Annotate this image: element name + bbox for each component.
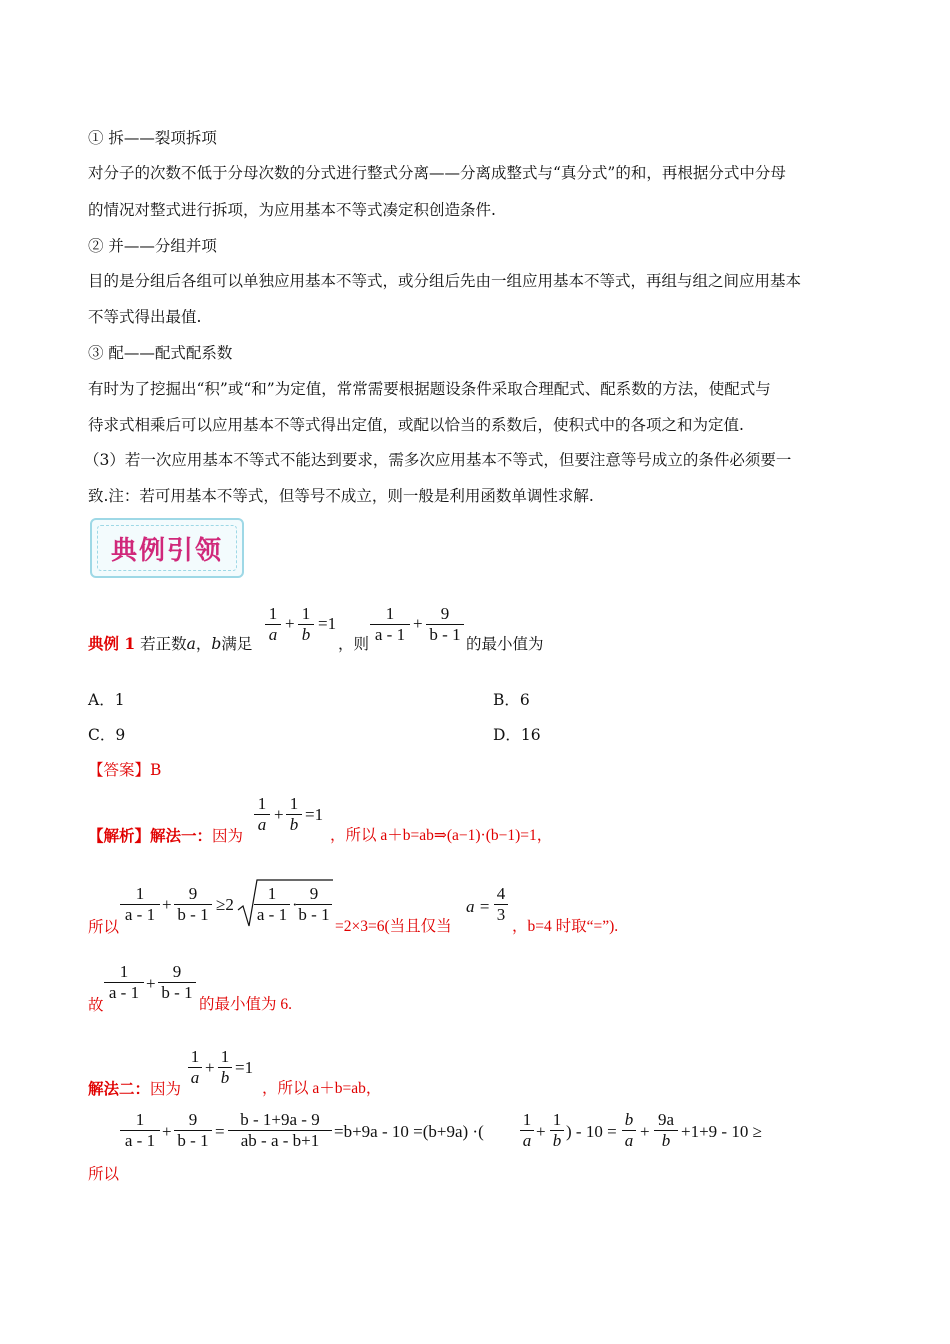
frac-1-over-a-1: $\frac{1}{a - 1}$ [120, 1110, 160, 1151]
frac-9-over-b-1: $\frac{9}{b - 1}$ [174, 1110, 212, 1151]
method2-so: ，所以 a＋b=ab， [262, 1080, 382, 1097]
method2-line [88, 1079, 181, 1099]
item1-text-2: 的情况对整式进行拆项，为应用基本不等式凑定积创造条件. [88, 201, 496, 219]
method2-label: 解法二： [88, 1079, 151, 1098]
item3-text-2: 待求式相乘后可以应用基本不等式得出定值，或配以恰当的系数后，使积式中的各项之和为定值. [88, 416, 744, 434]
tail-expression: +1+9 - 10 ≥ [681, 1122, 762, 1141]
close-expression: ) - 10 = [566, 1122, 617, 1141]
answer-value: B [150, 761, 162, 779]
frac-1-over-b: $\frac{1}{b}$ [286, 794, 302, 835]
frac-1-over-b: $\frac{1}{b}$ [218, 1047, 232, 1088]
geq-two: ≥2 [216, 895, 234, 914]
question-text-a: 若正数 [140, 635, 187, 653]
frac-combined: $\frac{b - 1+9a - 9}{ab - a - b+1}$ [228, 1110, 332, 1151]
item3-title: ③ 配——配式配系数 [88, 344, 233, 362]
frac-9-over-b-1: $\frac{9}{b - 1}$ [426, 604, 464, 645]
plus-sign: + [162, 895, 172, 914]
item4-text-1: （3）若一次应用基本不等式不能达到要求，需多次应用基本不等式，但要注意等号成立的条件必须要一 [84, 451, 792, 469]
so-label: 所以 [88, 918, 120, 936]
var-b: b [211, 635, 222, 653]
example-banner [90, 518, 244, 578]
frac-1-over-a-1: $\frac{1}{a - 1}$ [370, 604, 410, 645]
question-text-b: 满足 [221, 635, 253, 653]
equals-sign: = [215, 1122, 225, 1141]
method1-label: 解法一： [150, 826, 213, 845]
item4-text-2: 致.注：若可用基本不等式，但等号不成立，则一般是利用函数单调性求解. [88, 487, 594, 505]
frac-1-over-a-1: $\frac{1}{a - 1}$ [120, 884, 160, 925]
option-a: A．1 [88, 691, 125, 709]
frac-1-over-a: $\frac{1}{a}$ [265, 604, 281, 645]
answer-label: 【答案】 [88, 761, 151, 779]
frac-9-over-b-1-sqrt: $\frac{9}{b - 1}$ [296, 884, 332, 925]
because-text: 因为 [212, 827, 244, 845]
eq-text: =2×3=6(当且仅当 [335, 918, 452, 935]
middle-expression: =b+9a - 10 =(b+9a) ·( [334, 1122, 484, 1141]
analysis-label: 【解析】 [88, 826, 151, 845]
frac-1-over-a: $\frac{1}{a}$ [188, 1047, 202, 1088]
item2-text-2: 不等式得出最值. [88, 308, 202, 326]
min-text: 的最小值为 6. [199, 996, 293, 1013]
plus-sign: + [146, 974, 156, 993]
banner-title: 典例引领 [110, 536, 223, 566]
plus-sign: + [413, 614, 423, 633]
plus-sign: + [640, 1122, 650, 1141]
therefore-label: 故 [88, 996, 104, 1014]
frac-1-over-a: $\frac{1}{a}$ [254, 794, 270, 835]
item2-title: ② 并——分组并项 [88, 237, 217, 255]
frac-1-over-a-1: $\frac{1}{a - 1}$ [104, 962, 144, 1003]
option-b: B．6 [493, 691, 530, 709]
question-text-c: ，则 [338, 635, 370, 653]
example-label: 典例 1 [88, 634, 136, 653]
item1-title: ① 拆——裂项拆项 [88, 129, 217, 147]
equals-one: =1 [305, 805, 324, 824]
plus-sign: + [285, 614, 295, 633]
frac-1-over-b: $\frac{1}{b}$ [550, 1110, 564, 1151]
var-a: a [186, 635, 196, 653]
because2-text: 因为 [150, 1080, 182, 1098]
frac-9a-over-b: $\frac{9a}{b}$ [654, 1110, 678, 1151]
plus-sign: + [536, 1122, 546, 1141]
frac-9-over-b-1: $\frac{9}{b - 1}$ [158, 962, 196, 1003]
item3-text-1: 有时为了挖掘出“积”或“和”为定值，常常需要根据题设条件采取合理配式、配系数的方法，使配式与 [88, 380, 771, 398]
plus-sign: + [274, 805, 284, 824]
frac-b-over-a: $\frac{b}{a}$ [622, 1110, 636, 1151]
item2-text-1: 目的是分组后各组可以单独应用基本不等式，或分组后先由一组应用基本不等式，再组与组之间应用基本 [88, 272, 802, 290]
answer-line [88, 760, 161, 780]
plus-sign: + [205, 1058, 215, 1077]
eq-tail: ，b=4 时取“=”). [512, 918, 619, 935]
frac-1-over-b: $\frac{1}{b}$ [298, 604, 314, 645]
item1-text-1: 对分子的次数不低于分母次数的分式进行整式分离——分离成整式与“真分式”的和，再根据分式中分母 [88, 164, 786, 182]
a-equals: a = [466, 897, 491, 916]
frac-9-over-b-1: $\frac{9}{b - 1}$ [174, 884, 212, 925]
method1-so: ，所以 a＋b=ab⇒(a−1)·(b−1)=1， [330, 827, 553, 844]
analysis-line [88, 826, 243, 846]
so-label-2: 所以 [88, 1165, 120, 1183]
option-d: D．16 [493, 726, 541, 744]
comma: ， [195, 635, 212, 653]
option-c: C．9 [88, 726, 126, 744]
frac-1-over-a-1-sqrt: $\frac{1}{a - 1}$ [254, 884, 290, 925]
plus-sign: + [162, 1122, 172, 1141]
equals-one: =1 [235, 1058, 254, 1077]
dot-op: · [292, 895, 298, 914]
example-question [88, 634, 252, 654]
question-text-d: 的最小值为 [466, 635, 544, 653]
equals-one: =1 [318, 614, 337, 633]
frac-4-over-3: $\frac{4}{3}$ [494, 884, 508, 925]
frac-1-over-a: $\frac{1}{a}$ [520, 1110, 534, 1151]
